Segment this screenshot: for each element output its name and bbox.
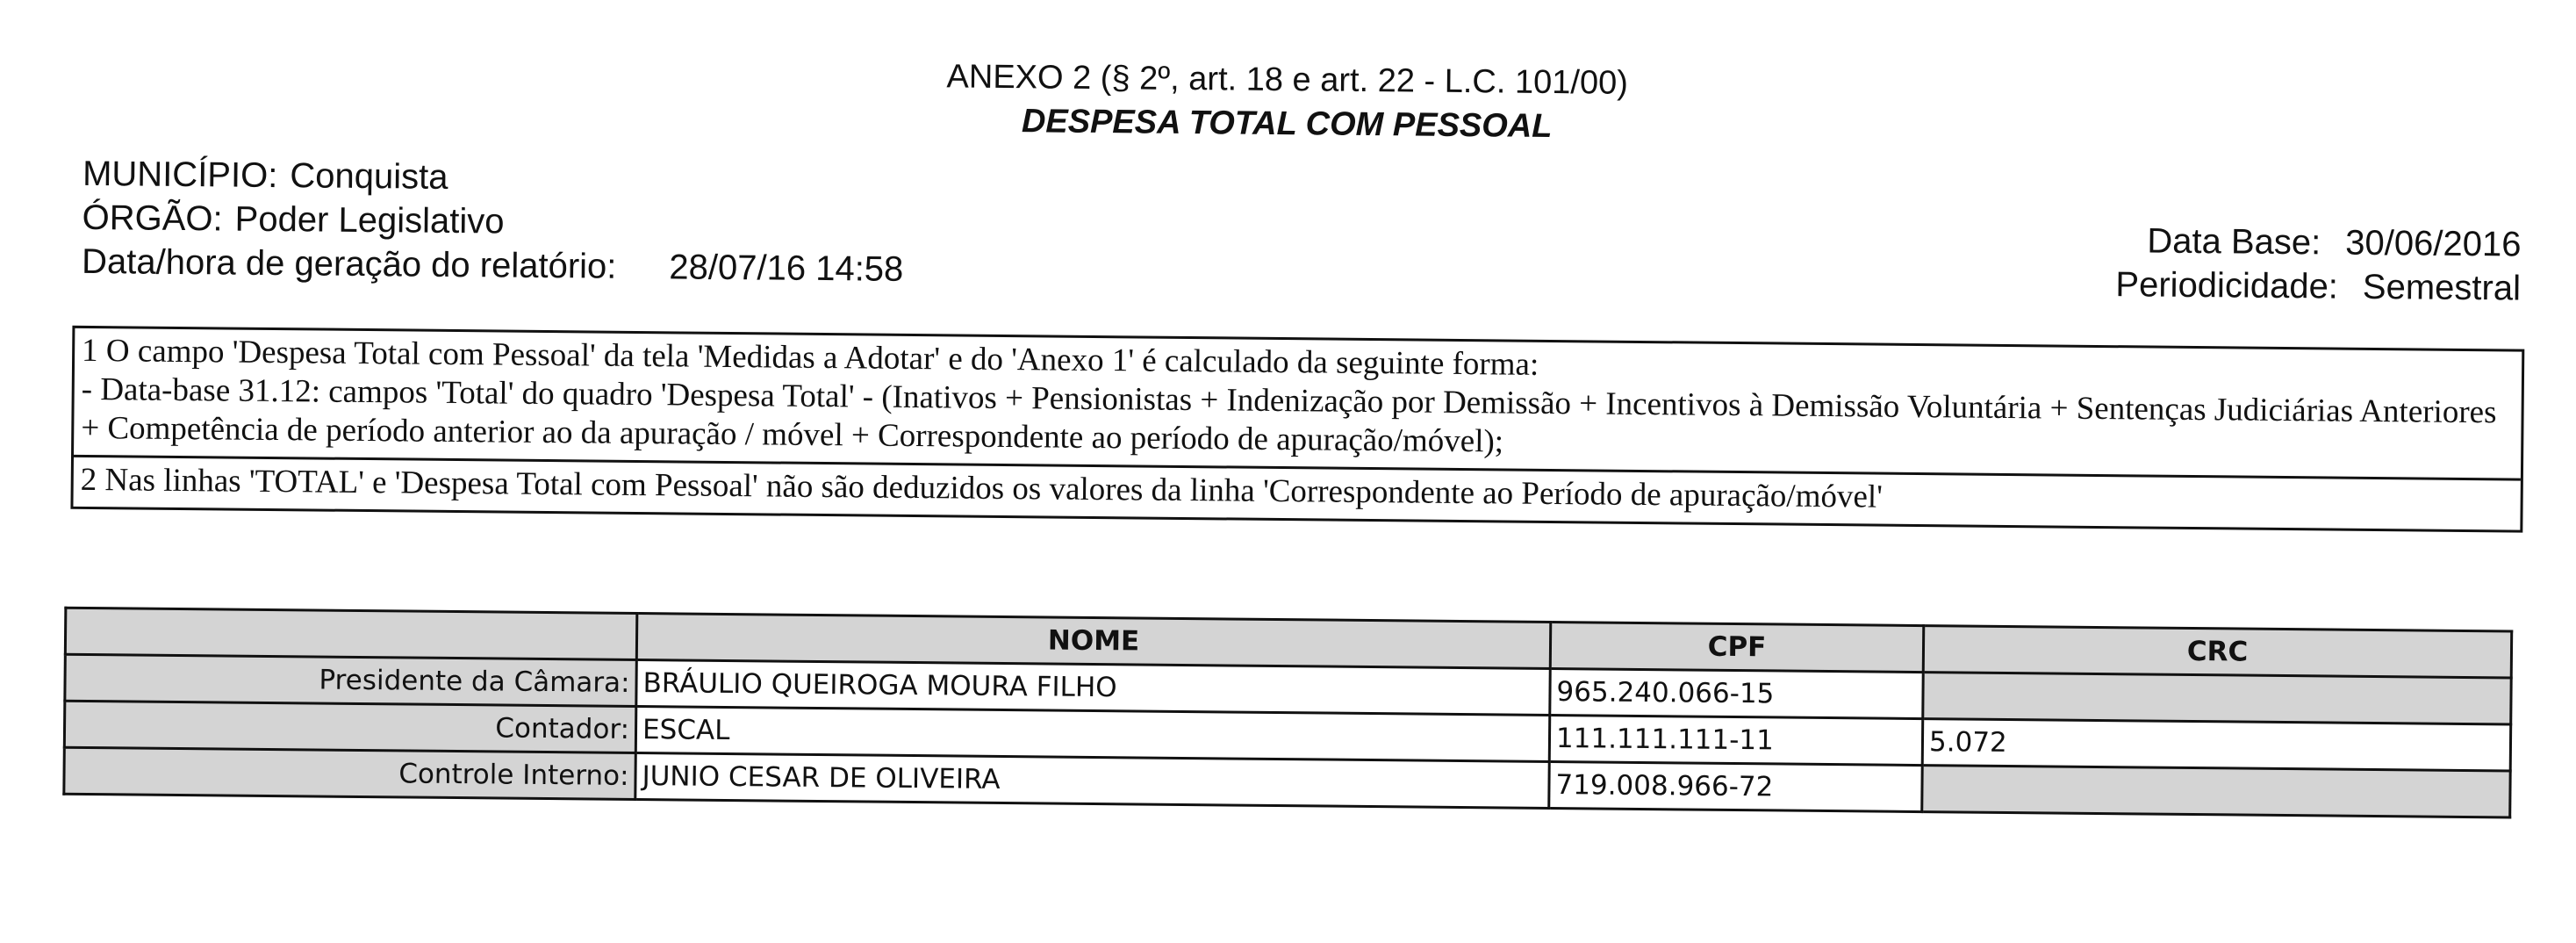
note-1-line-1: 1 O campo 'Despesa Total com Pessoal' da tela 'Medidas a Adotar' e do 'Anexo 1' é calculado da seguinte forma: (81, 332, 1539, 383)
header-cpf: CPF (1550, 622, 1923, 672)
data-base-value: 30/06/2016 (2345, 223, 2522, 264)
cpf-cell: 719.008.966-72 (1549, 761, 1922, 811)
crc-cell (1923, 673, 2511, 724)
crc-cell (1922, 766, 2510, 817)
municipio-label: MUNICÍPIO: (82, 154, 278, 196)
municipio-row (83, 152, 905, 204)
role-cell: Contador: (64, 701, 635, 752)
cpf-cell: 111.111.111-11 (1549, 715, 1922, 765)
notes-box (70, 326, 2524, 533)
crc-cell: 5.072 (1922, 719, 2510, 771)
geracao-label: Data/hora de geração do relatório: (81, 241, 617, 286)
nome-cell: ESCAL (635, 706, 1549, 761)
title-annex: ANEXO 2 (§ 2º, art. 18 e art. 22 - L.C. 101/00) (946, 58, 1629, 102)
municipio-value: Conquista (290, 156, 448, 197)
role-cell: Controle Interno: (64, 747, 635, 799)
geracao-value: 28/07/16 14:58 (669, 248, 904, 289)
role-cell: Presidente da Câmara: (65, 654, 636, 706)
note-1 (74, 328, 2522, 479)
data-base-label: Data Base: (2147, 221, 2321, 263)
orgao-label: ÓRGÃO: (82, 198, 223, 239)
note-2: 2 Nas linhas 'TOTAL' e 'Despesa Total com Pessoal' não são deduzidos os valores da linha 'Correspondente ao Período de apuração/móvel' (73, 455, 2520, 530)
header-crc: CRC (1923, 626, 2511, 678)
periodicidade-value: Semestral (2362, 267, 2522, 308)
header-nome: NOME (636, 613, 1550, 668)
header-corner (65, 608, 636, 659)
report-title (0, 46, 2575, 158)
data-base-row (2116, 219, 2522, 266)
report-meta-left (82, 152, 905, 292)
note-1-line-2: - Data-base 31.12: campos 'Total' do quadro 'Despesa Total' - (Inativos + Pensionistas + Indenização por Demissão + Incentivos à Demissão Voluntária + Sentenças Judiciárias Anteriores + Competência de período anterior ao da apuração / móvel + Correspondente ao período de apuração/móvel); (81, 371, 2497, 460)
cpf-cell: 965.240.066-15 (1550, 668, 1923, 718)
orgao-value: Poder Legislativo (234, 199, 505, 241)
report-meta-right (2115, 219, 2522, 310)
periodicidade-label: Periodicidade: (2115, 265, 2339, 306)
geracao-row (82, 240, 904, 292)
orgao-row (82, 196, 904, 248)
title-subject: DESPESA TOTAL COM PESSOAL (1021, 103, 1553, 145)
periodicidade-row (2115, 263, 2521, 310)
nome-cell: BRÁULIO QUEIROGA MOURA FILHO (636, 659, 1550, 715)
signers-table (62, 607, 2513, 819)
nome-cell: JUNIO CESAR DE OLIVEIRA (635, 752, 1549, 808)
